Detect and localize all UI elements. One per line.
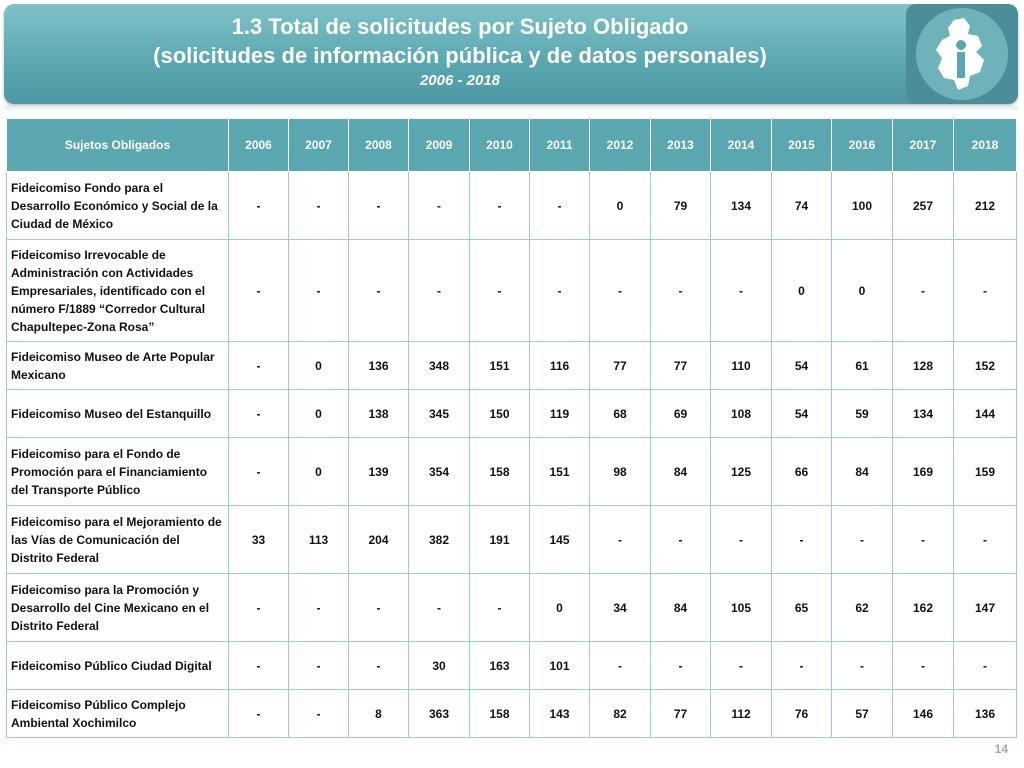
table-row: [7, 240, 1017, 342]
value-cell: 77: [651, 342, 711, 390]
value-cell: 66: [772, 438, 832, 506]
value-cell: -: [772, 506, 832, 574]
value-cell: -: [289, 172, 349, 240]
column-header-year: 2017: [893, 119, 954, 172]
value-cell: -: [229, 342, 289, 390]
value-cell: 98: [590, 438, 651, 506]
value-cell: -: [893, 506, 954, 574]
value-cell: 100: [832, 172, 893, 240]
value-cell: -: [954, 506, 1017, 574]
value-cell: -: [349, 240, 409, 342]
value-cell: -: [229, 390, 289, 438]
value-cell: 0: [289, 342, 349, 390]
year-range: 2006 - 2018: [419, 72, 501, 89]
value-cell: 345: [409, 390, 470, 438]
value-cell: 84: [651, 438, 711, 506]
value-cell: -: [470, 240, 530, 342]
subject-name-cell: Fideicomiso Museo de Arte Popular Mexicano: [7, 342, 229, 390]
value-cell: 136: [349, 342, 409, 390]
subject-name-cell: Fideicomiso Público Ciudad Digital: [7, 642, 229, 690]
value-cell: 101: [530, 642, 590, 690]
value-cell: -: [289, 642, 349, 690]
value-cell: 0: [832, 240, 893, 342]
table-body: [7, 172, 1017, 738]
value-cell: -: [954, 240, 1017, 342]
value-cell: -: [349, 642, 409, 690]
table-row: [7, 172, 1017, 240]
value-cell: -: [832, 642, 893, 690]
subject-name-cell: Fideicomiso Público Complejo Ambiental Xochimilco: [7, 690, 229, 738]
data-table-container: [6, 118, 1016, 738]
table-row: [7, 390, 1017, 438]
value-cell: 112: [711, 690, 772, 738]
value-cell: 108: [711, 390, 772, 438]
value-cell: 105: [711, 574, 772, 642]
table-row: [7, 438, 1017, 506]
value-cell: 77: [590, 342, 651, 390]
value-cell: -: [409, 240, 470, 342]
value-cell: 354: [409, 438, 470, 506]
value-cell: 8: [349, 690, 409, 738]
value-cell: 134: [893, 390, 954, 438]
value-cell: -: [954, 642, 1017, 690]
value-cell: -: [289, 690, 349, 738]
value-cell: -: [349, 172, 409, 240]
column-header-year: 2015: [772, 119, 832, 172]
value-cell: 0: [289, 438, 349, 506]
value-cell: 84: [651, 574, 711, 642]
value-cell: 204: [349, 506, 409, 574]
value-cell: 77: [651, 690, 711, 738]
value-cell: 69: [651, 390, 711, 438]
subject-name-cell: Fideicomiso Fondo para el Desarrollo Económico y Social de la Ciudad de México: [7, 172, 229, 240]
value-cell: -: [651, 240, 711, 342]
value-cell: 59: [832, 390, 893, 438]
value-cell: 0: [772, 240, 832, 342]
value-cell: -: [893, 240, 954, 342]
subject-name-cell: Fideicomiso Irrevocable de Administración con Actividades Empresariales, identificado con el número F/1889 “Corredor Cultural Chapultepec-Zona Rosa”: [7, 240, 229, 342]
value-cell: -: [590, 642, 651, 690]
value-cell: 139: [349, 438, 409, 506]
value-cell: -: [229, 574, 289, 642]
value-cell: -: [349, 574, 409, 642]
logo-box: [906, 4, 1018, 104]
value-cell: -: [590, 240, 651, 342]
table-row: [7, 690, 1017, 738]
column-header-year: 2014: [711, 119, 772, 172]
value-cell: -: [470, 574, 530, 642]
value-cell: 113: [289, 506, 349, 574]
value-cell: 125: [711, 438, 772, 506]
column-header-year: 2013: [651, 119, 711, 172]
value-cell: 128: [893, 342, 954, 390]
value-cell: 169: [893, 438, 954, 506]
cdmx-map-logo-icon: [924, 14, 1000, 94]
value-cell: -: [470, 172, 530, 240]
subject-name-cell: Fideicomiso para el Fondo de Promoción para el Financiamiento del Transporte Público: [7, 438, 229, 506]
value-cell: 151: [530, 438, 590, 506]
column-header-year: 2009: [409, 119, 470, 172]
value-cell: -: [772, 642, 832, 690]
value-cell: -: [229, 690, 289, 738]
value-cell: 57: [832, 690, 893, 738]
column-header-year: 2008: [349, 119, 409, 172]
value-cell: -: [530, 240, 590, 342]
value-cell: 54: [772, 390, 832, 438]
value-cell: 82: [590, 690, 651, 738]
value-cell: 158: [470, 438, 530, 506]
value-cell: 74: [772, 172, 832, 240]
value-cell: 363: [409, 690, 470, 738]
value-cell: 152: [954, 342, 1017, 390]
value-cell: 144: [954, 390, 1017, 438]
value-cell: -: [289, 240, 349, 342]
value-cell: 158: [470, 690, 530, 738]
value-cell: 65: [772, 574, 832, 642]
value-cell: 30: [409, 642, 470, 690]
value-cell: -: [711, 506, 772, 574]
value-cell: 348: [409, 342, 470, 390]
value-cell: -: [289, 574, 349, 642]
value-cell: -: [711, 240, 772, 342]
value-cell: -: [590, 506, 651, 574]
value-cell: -: [651, 642, 711, 690]
column-header-year: 2010: [470, 119, 530, 172]
value-cell: 150: [470, 390, 530, 438]
subject-name-cell: Fideicomiso para el Mejoramiento de las Vías de Comunicación del Distrito Federal: [7, 506, 229, 574]
value-cell: -: [229, 172, 289, 240]
value-cell: 116: [530, 342, 590, 390]
value-cell: 134: [711, 172, 772, 240]
value-cell: 76: [772, 690, 832, 738]
value-cell: -: [832, 506, 893, 574]
table-row: [7, 506, 1017, 574]
value-cell: -: [229, 240, 289, 342]
value-cell: 0: [289, 390, 349, 438]
table-row: [7, 642, 1017, 690]
subject-name-cell: Fideicomiso para la Promoción y Desarrollo del Cine Mexicano en el Distrito Federal: [7, 574, 229, 642]
value-cell: 110: [711, 342, 772, 390]
value-cell: 0: [590, 172, 651, 240]
value-cell: 0: [530, 574, 590, 642]
header-divider: [4, 106, 1018, 112]
value-cell: 61: [832, 342, 893, 390]
subject-name-cell: Fideicomiso Museo del Estanquillo: [7, 390, 229, 438]
value-cell: 147: [954, 574, 1017, 642]
value-cell: 212: [954, 172, 1017, 240]
column-header-year: 2016: [832, 119, 893, 172]
column-header-year: 2006: [229, 119, 289, 172]
value-cell: 145: [530, 506, 590, 574]
value-cell: 151: [470, 342, 530, 390]
value-cell: 159: [954, 438, 1017, 506]
page-number: 14: [994, 742, 1008, 756]
value-cell: 191: [470, 506, 530, 574]
table-row: [7, 342, 1017, 390]
value-cell: 54: [772, 342, 832, 390]
page-subtitle: (solicitudes de información pública y de datos personales): [153, 43, 767, 68]
requests-table: [6, 118, 1017, 738]
value-cell: -: [893, 642, 954, 690]
value-cell: 84: [832, 438, 893, 506]
value-cell: 382: [409, 506, 470, 574]
value-cell: 163: [470, 642, 530, 690]
value-cell: -: [229, 438, 289, 506]
value-cell: 136: [954, 690, 1017, 738]
value-cell: -: [409, 172, 470, 240]
column-header-year: 2011: [530, 119, 590, 172]
value-cell: 143: [530, 690, 590, 738]
column-header-year: 2007: [289, 119, 349, 172]
page-title: 1.3 Total de solicitudes por Sujeto Obligado: [231, 14, 689, 39]
value-cell: 62: [832, 574, 893, 642]
column-header-subject: Sujetos Obligados: [7, 119, 229, 172]
value-cell: 146: [893, 690, 954, 738]
value-cell: -: [651, 506, 711, 574]
column-header-year: 2012: [590, 119, 651, 172]
value-cell: 34: [590, 574, 651, 642]
value-cell: 68: [590, 390, 651, 438]
value-cell: -: [711, 642, 772, 690]
value-cell: 33: [229, 506, 289, 574]
value-cell: 257: [893, 172, 954, 240]
table-header-row: [7, 119, 1017, 172]
value-cell: -: [409, 574, 470, 642]
value-cell: -: [229, 642, 289, 690]
value-cell: -: [530, 172, 590, 240]
column-header-year: 2018: [954, 119, 1017, 172]
value-cell: 79: [651, 172, 711, 240]
value-cell: 162: [893, 574, 954, 642]
value-cell: 138: [349, 390, 409, 438]
table-row: [7, 574, 1017, 642]
title-block: [40, 12, 880, 92]
value-cell: 119: [530, 390, 590, 438]
